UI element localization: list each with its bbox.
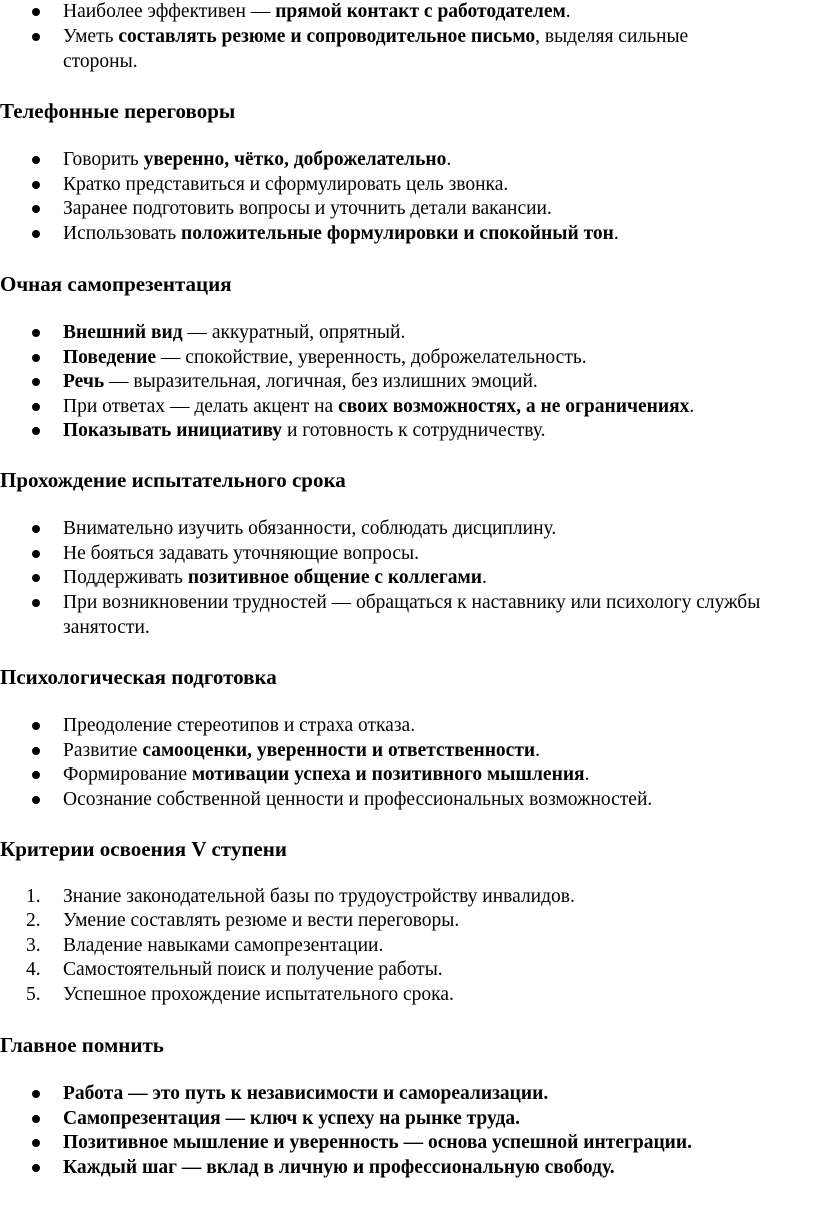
item-text: Использовать [63, 223, 182, 244]
item-bold-text: мотивации успеха и позитивного мышления [191, 764, 585, 785]
item-text: При ответах — делать акцент на [63, 396, 339, 417]
bullet-icon [32, 1115, 40, 1123]
item-bold-text: Речь [63, 371, 105, 392]
list-item [63, 321, 815, 346]
item-text: . [535, 740, 541, 761]
bullet-icon [32, 230, 40, 238]
bullet-icon [32, 181, 40, 189]
item-text: Поддерживать [63, 567, 188, 588]
item-text: При возникновении трудностей — обращаться к наставнику или психологу службы [63, 592, 761, 613]
bullet-icon [32, 550, 40, 558]
bullet-icon [32, 599, 40, 607]
item-text: Развитие [63, 740, 143, 761]
item-text: Преодоление стереотипов и страха отказа. [63, 715, 416, 736]
item-bold-text: уверенно, чётко, доброжелательно [143, 149, 447, 170]
item-bold-text: Каждый шаг — вклад в личную и профессиональную свободу. [63, 1157, 615, 1178]
list-item [63, 197, 815, 222]
list-item [63, 419, 815, 444]
item-text: Успешное прохождение испытательного срока. [63, 984, 454, 1005]
list-item [63, 370, 815, 395]
item-text: — аккуратный, опрятный. [182, 322, 406, 343]
item-text: Наиболее эффективен — [63, 1, 276, 22]
item-bold-text: своих возможностях, а не ограничениях [338, 396, 690, 417]
bullet-icon [32, 1090, 40, 1098]
list-item [63, 591, 815, 640]
bullet-icon [32, 378, 40, 386]
item-text: Внимательно изучить обязанности, соблюдать дисциплину. [63, 518, 557, 539]
item-text: — спокойствие, уверенность, доброжелательность. [156, 347, 587, 368]
item-text: Говорить [63, 149, 144, 170]
list-item [63, 739, 815, 764]
bullet-icon [32, 8, 40, 16]
section-heading-criteria: Критерии освоения V ступени [0, 837, 287, 861]
item-text: , выделяя сильные [535, 26, 689, 47]
item-continuation: стороны. [63, 50, 138, 72]
list-item [63, 395, 815, 420]
section-heading-probation: Прохождение испытательного срока [0, 468, 346, 492]
list-item [63, 1131, 815, 1156]
item-bold-text: Показывать инициативу [63, 420, 283, 441]
bullet-icon [32, 796, 40, 804]
section-heading-presentation: Очная самопрезентация [0, 272, 232, 296]
list-number: 2. [26, 910, 41, 931]
list-number: 5. [26, 984, 41, 1005]
bullet-icon [32, 747, 40, 755]
bullet-icon [32, 205, 40, 213]
list-item [63, 909, 815, 934]
item-bold-text: Позитивное мышление и уверенность — основа успешной интеграции. [63, 1132, 693, 1153]
bullet-icon [32, 771, 40, 779]
bullet-icon [32, 722, 40, 730]
item-text: . [482, 567, 487, 588]
item-text: . [446, 149, 452, 170]
list-item [63, 934, 815, 959]
section-heading-remember: Главное помнить [0, 1033, 164, 1057]
list-item [63, 173, 815, 198]
item-text: Формирование [63, 764, 192, 785]
list-item [63, 566, 815, 591]
list-item [63, 517, 815, 542]
item-text: Осознание собственной ценности и профессиональных возможностей. [63, 789, 653, 810]
list-item [63, 1082, 815, 1107]
item-bold-text: самооценки, уверенности и ответственности [142, 740, 536, 761]
bullet-icon [32, 403, 40, 411]
item-text: Самостоятельный поиск и получение работы. [63, 959, 443, 980]
list-item [63, 983, 815, 1008]
item-bold-text: прямой контакт с работодателем [275, 1, 566, 22]
item-bold-text: положительные формулировки и спокойный тон [181, 223, 614, 244]
list-item [63, 958, 815, 983]
bullet-icon [32, 427, 40, 435]
item-text: . [584, 764, 590, 785]
list-item [63, 222, 815, 247]
list-item [63, 0, 815, 25]
bullet-icon [32, 354, 40, 362]
item-text: Умение составлять резюме и вести переговоры. [63, 910, 460, 931]
bullet-icon [32, 574, 40, 582]
item-text: . [565, 1, 571, 22]
list-number: 1. [26, 886, 41, 907]
list-number: 3. [26, 935, 41, 956]
list-item [63, 788, 815, 813]
item-continuation: занятости. [63, 616, 150, 638]
list-item [63, 346, 815, 371]
list-item [63, 1107, 815, 1132]
list-item [63, 714, 815, 739]
item-text: Уметь [63, 26, 119, 47]
list-item [63, 148, 815, 173]
bullet-icon [32, 33, 40, 41]
item-text: Кратко представиться и сформулировать цель звонка. [63, 174, 509, 195]
list-item [63, 885, 815, 910]
item-bold-text: Работа — это путь к независимости и самореализации. [63, 1083, 549, 1104]
item-bold-text: Самопрезентация — ключ к успеху на рынке труда. [63, 1108, 521, 1129]
item-text: и готовность к сотрудничеству. [282, 420, 546, 441]
list-item [63, 763, 815, 788]
section-heading-phone: Телефонные переговоры [0, 99, 236, 123]
item-text: . [613, 223, 619, 244]
item-text: Знание законодательной базы по трудоустройству инвалидов. [63, 886, 575, 907]
item-bold-text: Поведение [63, 347, 157, 368]
bullet-icon [32, 1139, 40, 1147]
item-text: Не бояться задавать уточняющие вопросы. [63, 543, 420, 564]
list-item [63, 25, 815, 74]
item-text: — выразительная, логичная, без излишних эмоций. [104, 371, 538, 392]
section-heading-psych: Психологическая подготовка [0, 665, 277, 689]
item-bold-text: составлять резюме и сопроводительное письмо [118, 26, 536, 47]
list-item [63, 1156, 815, 1181]
item-text: Владение навыками самопрезентации. [63, 935, 384, 956]
list-number: 4. [26, 959, 41, 980]
bullet-icon [32, 1164, 40, 1172]
item-text: . [689, 396, 695, 417]
item-bold-text: позитивное общение с коллегами [187, 567, 483, 588]
bullet-icon [32, 156, 40, 164]
item-text: Заранее подготовить вопросы и уточнить детали вакансии. [63, 198, 552, 219]
item-bold-text: Внешний вид [63, 322, 183, 343]
bullet-icon [32, 525, 40, 533]
list-item [63, 542, 815, 567]
bullet-icon [32, 329, 40, 337]
